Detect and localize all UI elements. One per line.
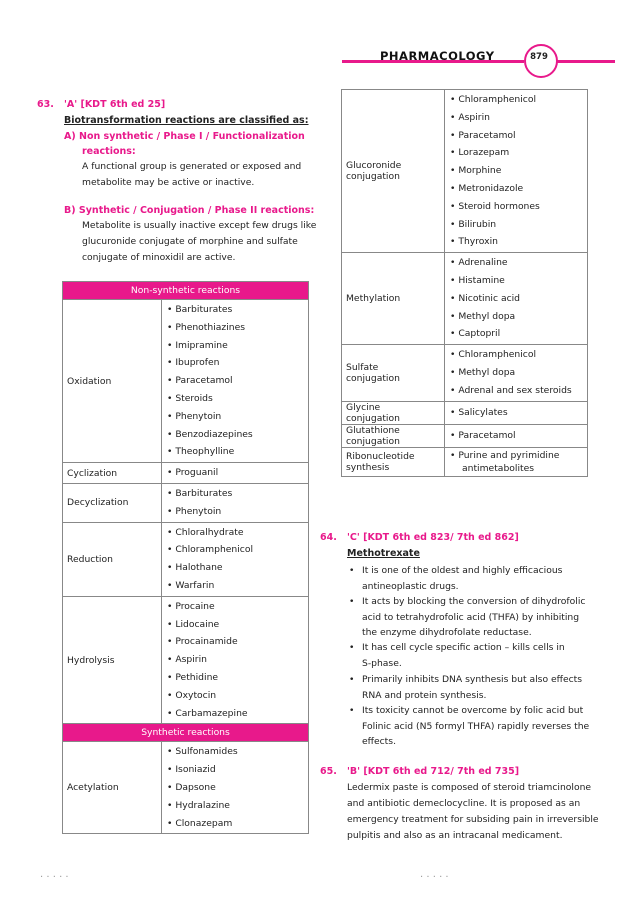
q63-b-text-3: conjugate of minoxidil are active.: [82, 252, 236, 263]
reaction-label: Sulfate: [346, 361, 379, 373]
drug-item: • Paracetamol: [167, 372, 303, 390]
q64-bullet-1: [362, 563, 562, 594]
drug-item-cont: antimetabolites: [462, 462, 535, 474]
drug-list-glycine: [445, 401, 588, 424]
drug-list-acetylation: [162, 742, 309, 834]
drug-item: • Pethidine: [167, 669, 303, 687]
bullet-line: RNA and protein synthesis.: [362, 689, 487, 701]
drug-item: • Warfarin: [167, 577, 303, 595]
bullet-line: • Primarily inhibits DNA synthesis but also effects: [362, 674, 583, 685]
drug-item: • Carbamazepine: [167, 705, 303, 723]
q64-answer: 'C' [KDT 6th ed 823/ 7th ed 862]: [347, 532, 519, 543]
reaction-label: Methylation: [346, 293, 401, 305]
bullet-line: • It is one of the oldest and highly efficacious: [362, 565, 563, 576]
q64-bullet-4: [362, 672, 582, 703]
drug-item: • Captopril: [450, 325, 582, 343]
drug-item: • Oxytocin: [167, 687, 303, 705]
bullet-line: • It acts by blocking the conversion of dihydrofolic: [362, 596, 586, 607]
q64-number: 64.: [320, 532, 337, 543]
q65-line-4: pulpitis and also as an intracanal medicament.: [347, 830, 563, 841]
reaction-sulfate: [342, 345, 445, 401]
drug-list-glucoronide: [445, 90, 588, 253]
reaction-label-cont: conjugation: [346, 372, 400, 384]
drug-item: • Steroids: [167, 390, 303, 408]
drug-item: • Hydralazine: [167, 797, 303, 815]
drug-list-oxidation: [162, 300, 309, 463]
reaction-label: Glycine: [346, 401, 381, 413]
q63-a-text-1: A functional group is generated or exposed and: [82, 161, 302, 172]
biotransformation-table: [62, 281, 309, 834]
drug-item: • Bilirubin: [450, 216, 582, 234]
drug-item: • Thyroxin: [450, 233, 582, 251]
q64-heading: Methotrexate: [347, 548, 420, 559]
q65-line-3: emergency treatment for subsiding pain in irreversible: [347, 814, 599, 825]
bullet-line: • Its toxicity cannot be overcome by folic acid but: [362, 705, 584, 716]
q63-b-text-1: Metabolite is usually inactive except few drugs like: [82, 220, 317, 231]
drug-item: • Barbiturates: [167, 485, 303, 503]
drug-item: • Procaine: [167, 598, 303, 616]
drug-item: • Aspirin: [167, 651, 303, 669]
page-number: 879: [530, 52, 548, 62]
drug-item: • Histamine: [450, 272, 582, 290]
drug-item: • Theophylline: [167, 443, 303, 461]
drug-item: • Isoniazid: [167, 761, 303, 779]
q63-b-title: B) Synthetic / Conjugation / Phase II reactions:: [64, 205, 315, 216]
bullet-line: acid to tetrahydrofolic acid (THFA) by inhibiting: [362, 611, 580, 623]
drug-list-hydrolysis: [162, 596, 309, 724]
drug-item: • Chloralhydrate: [167, 524, 303, 542]
drug-item: • Purine and pyrimidine: [450, 449, 560, 461]
conjugation-table: [341, 89, 588, 477]
reaction-cyclization: Cyclization: [63, 463, 162, 484]
reaction-label-cont: synthesis: [346, 461, 390, 473]
drug-item: • Ibuprofen: [167, 354, 303, 372]
reaction-decyclization: Decyclization: [63, 483, 162, 522]
bullet-line: antineoplastic drugs.: [362, 580, 459, 592]
q64-bullet-3: [362, 640, 565, 671]
drug-item: • Chloramphenicol: [167, 541, 303, 559]
q63-number: 63.: [37, 99, 54, 110]
drug-item: • Aspirin: [450, 109, 582, 127]
q63-b-text-2: glucuronide conjugate of morphine and sulfate: [82, 236, 298, 247]
q64-bullet-2: [362, 594, 585, 641]
q63-heading: Biotransformation reactions are classified as:: [64, 115, 309, 126]
reaction-reduction: Reduction: [63, 522, 162, 596]
drug-list-reduction: [162, 522, 309, 596]
drug-list-glutathione: [445, 424, 588, 447]
drug-item: • Dapsone: [167, 779, 303, 797]
reaction-label: Glutathione: [346, 424, 400, 436]
drug-list-methylation: [445, 253, 588, 345]
drug-item: • Methyl dopa: [450, 364, 582, 382]
drug-list-sulfate: [445, 345, 588, 401]
reaction-label-cont: conjugation: [346, 412, 400, 424]
reaction-glucoronide: [342, 90, 445, 253]
drug-list-decyclization: [162, 483, 309, 522]
drug-item: • Phenothiazines: [167, 319, 303, 337]
q65-line-2: and antibiotic demeclocycline. It is proposed as an: [347, 798, 581, 809]
drug-item: • Imipramine: [167, 337, 303, 355]
drug-item: • Sulfonamides: [167, 743, 303, 761]
drug-item: • Benzodiazepines: [167, 426, 303, 444]
drug-item: • Metronidazole: [450, 180, 582, 198]
drug-item: • Nicotinic acid: [450, 290, 582, 308]
reaction-label: Ribonucleotide: [346, 450, 415, 462]
q64-bullet-5: [362, 703, 589, 750]
drug-item: • Chloramphenicol: [450, 346, 582, 364]
drug-item: • Lorazepam: [450, 144, 582, 162]
bullet-line: effects.: [362, 736, 396, 747]
reaction-hydrolysis: Hydrolysis: [63, 596, 162, 724]
drug-item: • Lidocaine: [167, 616, 303, 634]
reaction-label-cont: conjugation: [346, 435, 400, 447]
drug-item: • Morphine: [450, 162, 582, 180]
drug-item: • Adrenaline: [450, 254, 582, 272]
section-synthetic: Synthetic reactions: [63, 724, 309, 742]
reaction-ribonucleotide: [342, 447, 445, 476]
bullet-line: S-phase.: [362, 657, 402, 669]
reaction-oxidation: Oxidation: [63, 300, 162, 463]
q65-number: 65.: [320, 766, 337, 777]
drug-item: • Paracetamol: [450, 127, 582, 145]
q63-a-title: A) Non synthetic / Phase I / Functionalization: [64, 131, 305, 142]
drug-item: • Adrenal and sex steroids: [450, 382, 582, 400]
q65-answer: 'B' [KDT 6th ed 712/ 7th ed 735]: [347, 766, 520, 777]
q63-a-title-cont: reactions:: [82, 146, 136, 157]
scan-speck: · · · · ·: [40, 872, 69, 883]
drug-list-ribonucleotide: [445, 447, 588, 476]
drug-item: • Phenytoin: [167, 503, 303, 521]
running-head: PHARMACOLOGY: [380, 49, 495, 63]
reaction-glutathione: [342, 424, 445, 447]
reaction-label: Glucoronide: [346, 160, 402, 172]
section-nonsynthetic: Non-synthetic reactions: [63, 282, 309, 300]
bullet-line: Folinic acid (N5 formyl THFA) rapidly reverses the: [362, 720, 590, 732]
drug-item: • Phenytoin: [167, 408, 303, 426]
drug-item: • Procainamide: [167, 633, 303, 651]
reaction-label-cont: conjugation: [346, 171, 400, 183]
drug-list-cyclization: [162, 463, 309, 484]
reaction-methylation: [342, 253, 445, 345]
drug-item: • Chloramphenicol: [450, 91, 582, 109]
drug-item: • Methyl dopa: [450, 308, 582, 326]
bullet-line: • It has cell cycle specific action – kills cells in: [362, 642, 565, 653]
header-rule-right: [555, 60, 615, 63]
reaction-glycine: [342, 401, 445, 424]
drug-item: • Steroid hormones: [450, 198, 582, 216]
drug-item: • Paracetamol: [450, 427, 582, 445]
q63-answer: 'A' [KDT 6th ed 25]: [64, 99, 166, 110]
q63-a-text-2: metabolite may be active or inactive.: [82, 177, 255, 188]
drug-item: • Barbiturates: [167, 301, 303, 319]
drug-item: • Proguanil: [167, 464, 303, 482]
drug-item: • Clonazepam: [167, 815, 303, 833]
drug-item: • Salicylates: [450, 404, 582, 422]
drug-item-text: Purine and pyrimidine: [458, 449, 560, 461]
drug-item: • Halothane: [167, 559, 303, 577]
scan-speck: · · · · ·: [420, 872, 449, 883]
bullet-line: the enzyme dihydrofolate reductase.: [362, 627, 532, 638]
reaction-acetylation: Acetylation: [63, 742, 162, 834]
q65-line-1: Ledermix paste is composed of steroid triamcinolone: [347, 782, 592, 793]
